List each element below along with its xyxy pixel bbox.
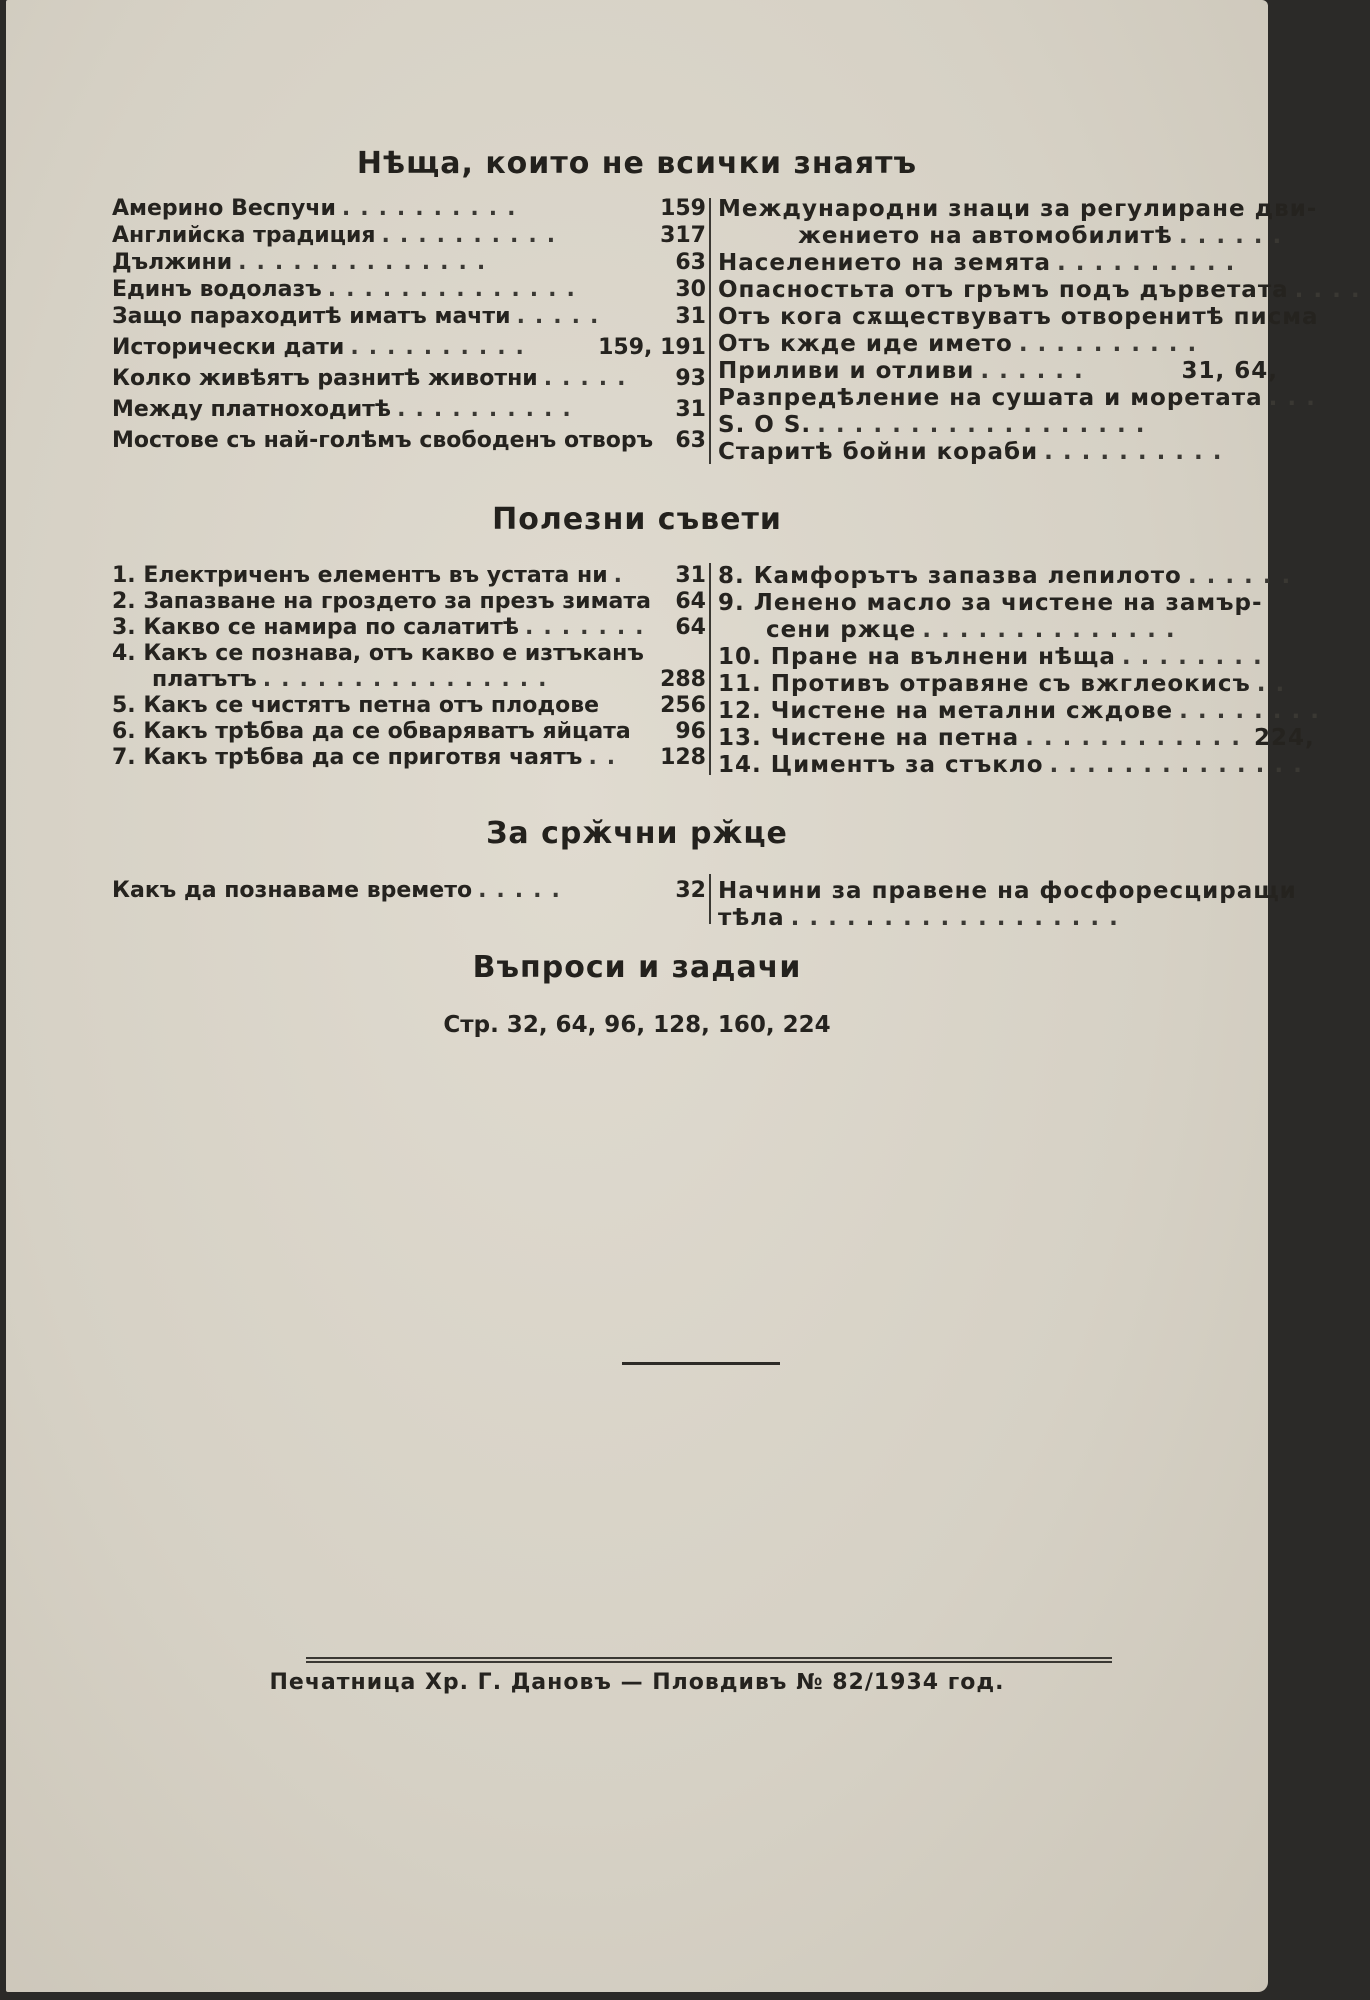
section-title-things: Нѣща, които не всички знаятъ bbox=[356, 146, 918, 181]
list-item: Америно Веспучи .......... 159 bbox=[112, 196, 706, 221]
list-item: Мостове съ най-голѣмъ свободенъ отворъ 63 bbox=[112, 428, 706, 453]
list-item: 6. Какъ трѣбва да се обваряватъ яйцата 96 bbox=[112, 719, 706, 744]
list-item: Между платноходитѣ .......... 31 bbox=[112, 397, 706, 422]
list-item: 10. Пране на вълнени нѣща ........ bbox=[718, 644, 1272, 670]
list-item: Разпредѣление на сушата и моретата ... bbox=[718, 385, 1325, 411]
list-item: 5. Какъ се чистятъ петна отъ плодове 256 bbox=[112, 693, 706, 718]
footer-rule-top bbox=[306, 1657, 1112, 1659]
list-item: Международни знаци за регулиране дви- bbox=[718, 196, 1318, 222]
list-item: S. O S. .................. bbox=[718, 412, 1155, 438]
list-item: 3. Какво се намира по салатитѣ ....... 64 bbox=[112, 615, 706, 640]
list-item: Отъ кжде иде името .......... bbox=[718, 331, 1207, 357]
footer-rule-bottom bbox=[306, 1661, 1112, 1663]
tips-right-column bbox=[718, 563, 1330, 779]
list-item: Начини за правене на фосфоресциращи bbox=[718, 878, 1297, 904]
list-item: Населението на земята .......... bbox=[718, 250, 1245, 276]
book-page bbox=[6, 0, 1370, 1992]
list-item: платътъ ................ 288 bbox=[152, 667, 706, 692]
section-title-crafts: За срӂчни рӂце bbox=[486, 816, 788, 851]
list-item: 9. Ленено масло за чистене на замър- bbox=[718, 590, 1263, 616]
list-item: 4. Какъ се познава, отъ какво е изтъканъ bbox=[112, 641, 644, 666]
list-item: 11. Противъ отравяне съ вжглеокисъ .. bbox=[718, 671, 1295, 697]
list-item: Защо параходитѣ иматъ мачти ..... 31 bbox=[112, 304, 706, 329]
list-item: Дължини .............. 63 bbox=[112, 250, 706, 275]
list-item: 2. Запазване на гроздето за презъ зимата 64 bbox=[112, 589, 706, 614]
list-item: Английска традиция .......... 317 bbox=[112, 223, 706, 248]
list-item: 1. Електриченъ елементъ въ устата ни . 31 bbox=[112, 563, 706, 588]
crafts-left-column bbox=[112, 878, 706, 905]
column-divider bbox=[709, 874, 711, 924]
list-item: Приливи и отливи ...... 31, 64, bbox=[718, 358, 1278, 384]
questions-pages-line: Стр. 32, 64, 96, 128, 160, 224 bbox=[443, 1012, 831, 1038]
list-item: 13. Чистене на петна ............ 224, bbox=[718, 725, 1315, 751]
list-item: жението на автомобилитѣ ...... bbox=[798, 223, 1292, 249]
section-separator-rule bbox=[622, 1362, 780, 1365]
list-item: Опасностьта отъ гръмъ подъ дърветата .... bbox=[718, 277, 1370, 303]
tips-left-column bbox=[112, 563, 706, 771]
list-item: 7. Какъ трѣбва да се приготвя чаятъ .. 128 bbox=[112, 745, 706, 770]
list-item: 8. Камфорътъ запазва лепилото ...... bbox=[718, 563, 1301, 589]
list-item: Отъ кога сѫществуватъ отворенитѣ писма bbox=[718, 304, 1319, 330]
list-item: сени ржце .............. bbox=[766, 617, 1185, 643]
list-item: тѣла .................. bbox=[718, 905, 1128, 931]
list-item: Старитѣ бойни кораби .......... bbox=[718, 439, 1232, 465]
list-item: Единъ водолазъ .............. 30 bbox=[112, 277, 706, 302]
things-right-column bbox=[718, 196, 1370, 466]
column-divider bbox=[709, 198, 711, 464]
crafts-right-column bbox=[718, 878, 1297, 932]
column-divider bbox=[709, 563, 711, 775]
section-title-questions: Въпроси и задачи bbox=[472, 950, 802, 985]
list-item: 14. Циментъ за стъкло .............. bbox=[718, 752, 1312, 778]
section-title-tips: Полезни съвети bbox=[492, 502, 782, 537]
list-item: Какъ да познаваме времето ..... 32 bbox=[112, 878, 706, 903]
printer-imprint: Печатница Хр. Г. Дановъ — Пловдивъ № 82/1934 год. bbox=[269, 1670, 1005, 1695]
list-item: 12. Чистене на метални сждове ........ bbox=[718, 698, 1330, 724]
list-item: Колко живѣятъ разнитѣ животни ..... 93 bbox=[112, 366, 706, 391]
list-item: Исторически дати .......... 159, 191 bbox=[112, 335, 706, 360]
things-left-column bbox=[112, 196, 706, 455]
